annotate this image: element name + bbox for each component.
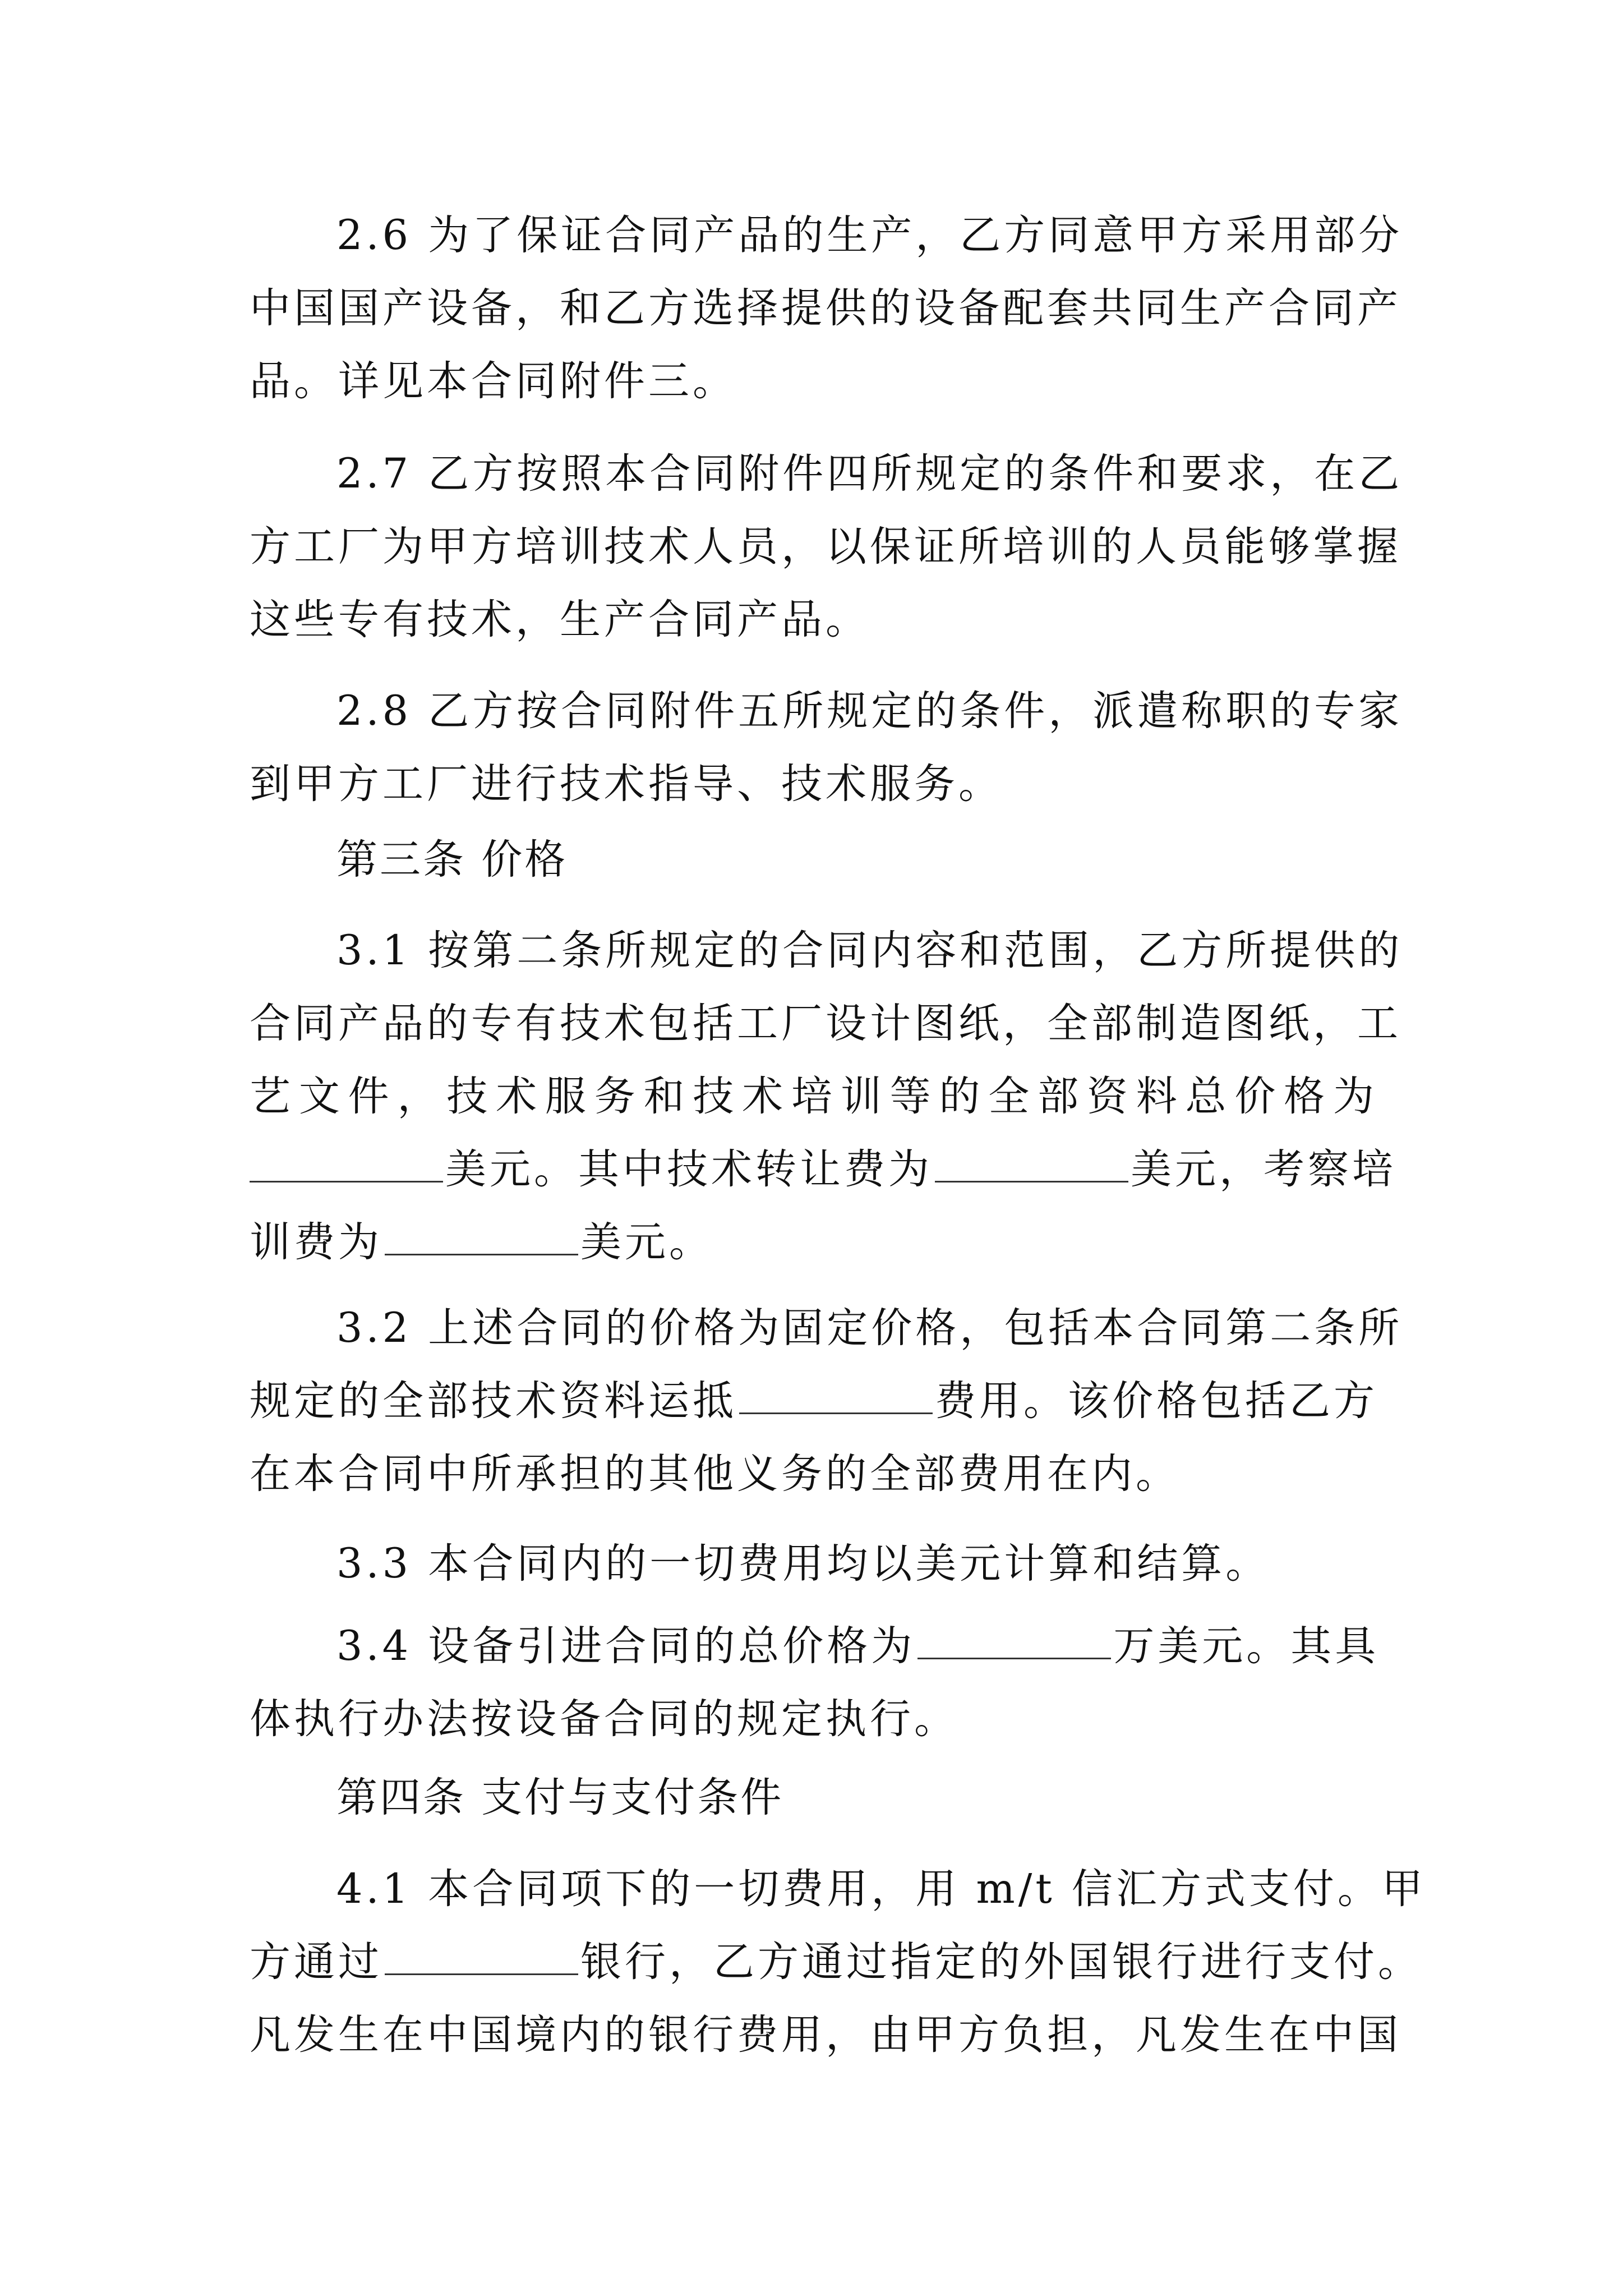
clause-3-1-line-5 <box>0 1212 1623 1273</box>
clause-3-1-text-end: 美元，考察培 <box>1131 1145 1396 1193</box>
article-3-heading: 第三条 价格 <box>336 836 568 884</box>
clause-2-8-line-2: 到甲方工厂进行技术指导、技术服务。 <box>250 760 1003 808</box>
clause-3-1-line-4 <box>0 1139 1623 1200</box>
clause-2-7-line-2: 方工厂为甲方培训技术人员，以保证所培训的人员能够掌握 <box>250 523 1401 570</box>
fill-blank-delivery-terms <box>739 1412 933 1414</box>
clause-2-6-line-1: 2.6 为了保证合同产品的生产，乙方同意甲方采用部分 <box>336 211 1403 259</box>
clause-4-1-line-2 <box>0 1931 1623 1993</box>
clause-2-6-line-2: 中国国产设备，和乙方选择提供的设备配套共同生产合同产 <box>250 284 1401 332</box>
fill-blank-transfer-fee <box>935 1180 1128 1182</box>
fill-blank-training-fee <box>385 1253 578 1255</box>
clause-3-4-line-1 <box>0 1616 1623 1677</box>
clause-3-3-line-1: 3.3 本合同内的一切费用均以美元计算和结算。 <box>336 1540 1270 1588</box>
clause-3-2-line-3: 在本合同中所承担的其他义务的全部费用在内。 <box>250 1450 1180 1498</box>
clause-4-1-text-start: 方通过 <box>250 1938 382 1986</box>
clause-3-4-text-start: 3.4 设备引进合同的总价格为 <box>336 1622 916 1670</box>
clause-3-1-line-3-text: 艺文件，技术服务和技术培训等的全部资料总价格为 <box>250 1073 1374 1120</box>
clause-3-2-text-start: 规定的全部技术资料运抵 <box>250 1377 737 1425</box>
clause-2-8-line-1: 2.8 乙方按合同附件五所规定的条件，派遣称职的专家 <box>336 687 1403 735</box>
clause-3-1-text-mid: 美元。其中技术转让费为 <box>445 1145 933 1193</box>
clause-3-1-line-2: 合同产品的专有技术包括工厂设计图纸，全部制造图纸，工 <box>250 1000 1401 1047</box>
clause-3-1-text-usd: 美元。 <box>580 1218 713 1266</box>
clause-2-7-line-1: 2.7 乙方按照本合同附件四所规定的条件和要求，在乙 <box>336 450 1403 498</box>
clause-3-4-line-2: 体执行办法按设备合同的规定执行。 <box>250 1695 958 1743</box>
clause-4-1-text-end: 银行，乙方通过指定的外国银行进行支付。 <box>580 1938 1422 1986</box>
clause-2-7-line-3: 这些专有技术，生产合同产品。 <box>250 596 870 643</box>
clause-3-2-text-end: 费用。该价格包括乙方 <box>935 1377 1378 1425</box>
clause-2-6-line-3: 品。详见本合同附件三。 <box>250 357 737 405</box>
clause-3-1-line-1: 3.1 按第二条所规定的合同内容和范围，乙方所提供的 <box>336 927 1403 974</box>
clause-3-2-line-2 <box>0 1370 1623 1432</box>
fill-blank-equipment-price <box>917 1657 1111 1659</box>
clause-3-1-line-3 <box>0 1066 1623 1128</box>
clause-4-1-line-3: 凡发生在中国境内的银行费用，由甲方负担，凡发生在中国 <box>250 2011 1401 2059</box>
clause-3-2-line-1: 3.2 上述合同的价格为固定价格，包括本合同第二条所 <box>336 1304 1403 1352</box>
clause-3-1-text-training: 训费为 <box>250 1218 382 1266</box>
article-4-heading: 第四条 支付与支付条件 <box>336 1774 784 1821</box>
fill-blank-total-price <box>250 1180 443 1182</box>
fill-blank-bank <box>385 1973 578 1975</box>
clause-4-1-line-1: 4.1 本合同项下的一切费用，用 m/t 信汇方式支付。甲 <box>336 1865 1426 1913</box>
clause-3-4-text-end: 万美元。其具 <box>1113 1622 1380 1670</box>
